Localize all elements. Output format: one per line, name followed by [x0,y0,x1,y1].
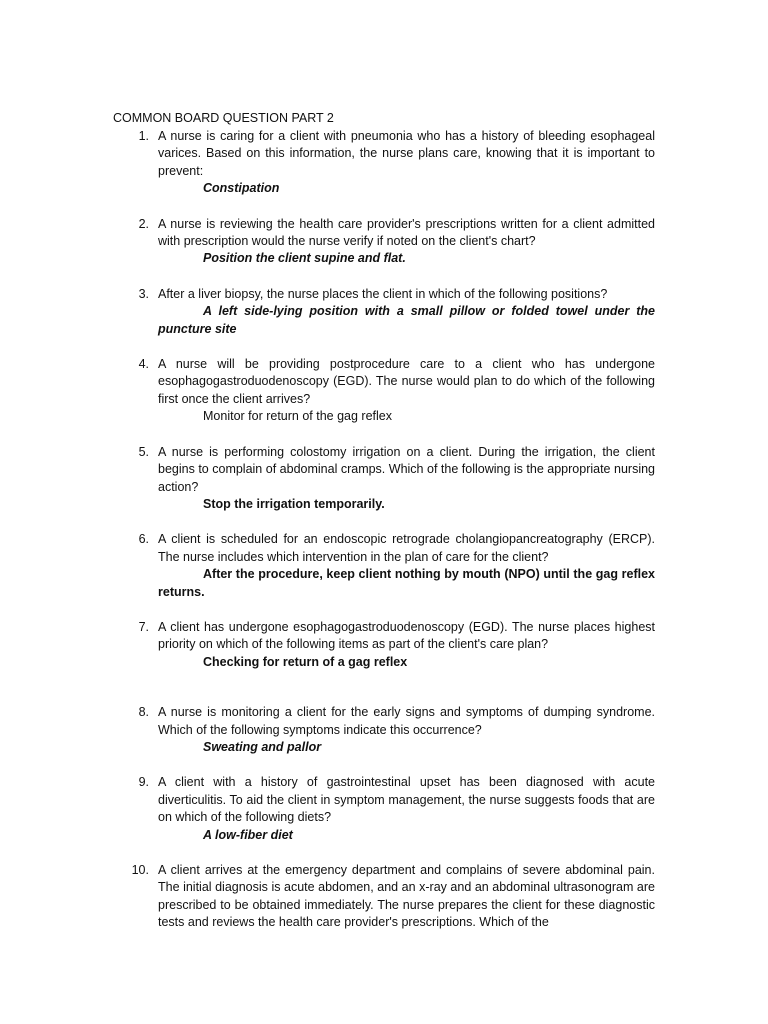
question-number: 9. [138,775,149,790]
answer-text: Stop the irrigation temporarily. [203,496,385,511]
answer-text: After the procedure, keep client nothing by mouth (NPO) until the gag reflex returns. [158,567,655,599]
question-item-1 [113,128,655,198]
question-text: A nurse is caring for a client with pneumonia who has a history of bleeding esophageal varices. Based on this information, the nurse plans care, knowing that it is important to prevent: [158,129,655,178]
question-number: 1. [138,129,149,143]
question-item-7 [113,619,655,671]
question-text: A nurse is monitoring a client for the early signs and symptoms of dumping syndrome. Which of the following symptoms indicate this occurrence? [158,705,655,737]
question-text: A client arrives at the emergency department and complains of severe abdominal pain. The initial diagnosis is acute abdomen, and an x-ray and an abdominal ultrasonogram are prescribed to be obtained immediately. The nurse prepares the client for these diagnostic tests and reviews the health care provider's prescriptions. Which of the [158,863,655,930]
answer-text: A low-fiber diet [203,827,293,842]
answer-text: Checking for return of a gag reflex [203,654,408,669]
question-item-3 [113,286,655,338]
question-list [113,128,655,950]
answer-text: Constipation [203,181,280,196]
question-item-9 [113,774,655,844]
question-text: After a liver biopsy, the nurse places the client in which of the following positions? [158,286,608,301]
answer-text: A left side-lying position with a small pillow or folded towel under the puncture site [158,304,655,336]
question-item-10 [113,862,655,932]
question-text: A nurse is reviewing the health care provider's prescriptions written for a client admitted with prescription would the nurse verify if noted on the client's chart? [158,216,655,249]
question-item-2 [113,216,655,268]
answer-text: Position the client supine and flat. [203,251,406,266]
question-number: 6. [138,532,149,547]
question-number: 3. [138,286,149,301]
question-item-5 [113,444,655,514]
question-text: A client with a history of gastrointestinal upset has been diagnosed with acute diverticulitis. To aid the client in symptom management, the nurse suggests foods that are on which of the following diets? [158,775,655,825]
question-text: A client has undergone esophagogastroduodenoscopy (EGD). The nurse places highest priority on which of the following items as part of the client's care plan? [158,619,655,652]
question-item-6 [113,531,655,601]
answer-text: Monitor for return of the gag reflex [203,409,392,424]
question-number: 7. [138,619,149,634]
question-number: 2. [138,216,149,231]
question-text: A client is scheduled for an endoscopic retrograde cholangiopancreatography (ERCP). The nurse includes which intervention in the plan of care for the client? [158,532,655,564]
question-number: 8. [138,705,149,720]
question-text: A nurse will be providing postprocedure care to a client who has undergone esophagogastroduodenoscopy (EGD). The nurse would plan to do which of the following first once the client arrives? [158,357,655,406]
question-item-4 [113,356,655,426]
question-item-8 [113,704,655,756]
question-text: A nurse is performing colostomy irrigation on a client. During the irrigation, the client begins to complain of abdominal cramps. Which of the following is the appropriate nursing action? [158,444,655,494]
answer-text: Sweating and pallor [203,739,322,754]
document-title: COMMON BOARD QUESTION PART 2 [113,111,334,125]
question-number: 4. [138,357,149,372]
question-number: 10. [131,863,149,877]
question-number: 5. [138,444,149,459]
